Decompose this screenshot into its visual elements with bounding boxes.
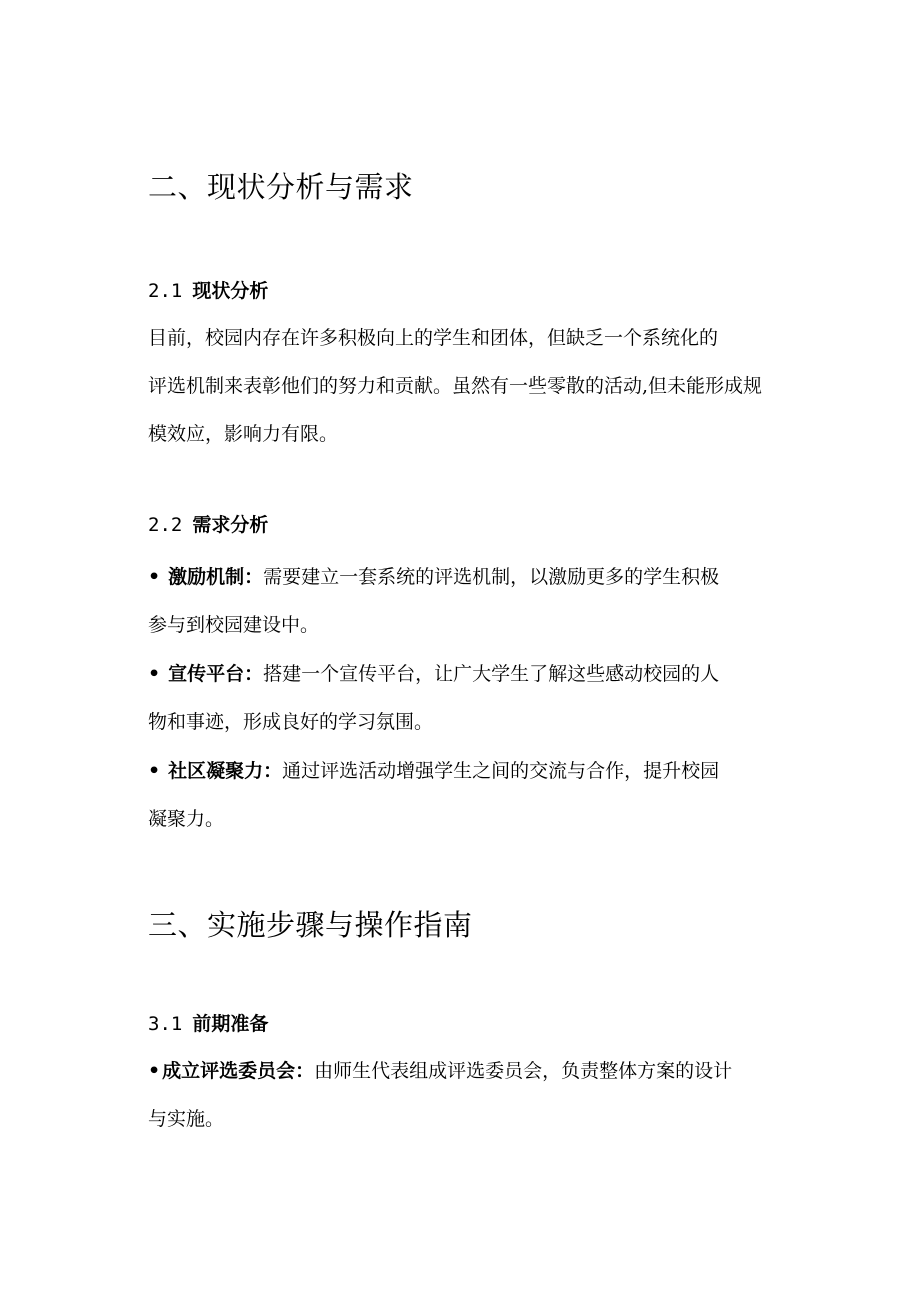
bullet-term: 宣传平台： xyxy=(168,663,264,685)
bullet-text: 通过评选活动增强学生之间的交流与合作，提升校园 xyxy=(282,760,720,782)
bullet-item-cohesion xyxy=(148,747,810,843)
bullet-text: 需要建立一套系统的评选机制，以激励更多的学生积极 xyxy=(263,566,720,588)
subsection-heading-2-2 xyxy=(148,510,268,540)
bullet-text: 由师生代表组成评选委员会，负责整体方案的设计 xyxy=(314,1060,733,1082)
bullet-item-committee xyxy=(148,1047,810,1143)
paragraph-current-status xyxy=(148,314,810,458)
bullet-icon: • xyxy=(148,663,161,685)
paragraph-line: 模效应，影响力有限。 xyxy=(148,423,339,445)
bullet-continuation-line: 参与到校园建设中。 xyxy=(148,614,320,636)
subsection-title: 前期准备 xyxy=(192,1013,269,1035)
paragraph-line: 目前，校园内存在许多积极向上的学生和团体，但缺乏一个系统化的 xyxy=(148,327,719,349)
bullet-first-line xyxy=(148,553,810,601)
section-heading-3: 三、实施步骤与操作指南 xyxy=(148,908,473,942)
paragraph-line: 评选机制来表彰他们的努力和贡献。虽然有一些零散的活动,但未能形成规 xyxy=(148,375,763,397)
bullet-icon: • xyxy=(148,760,161,782)
bullet-first-line xyxy=(148,747,810,795)
subsection-heading-3-1 xyxy=(148,1009,268,1039)
subsection-number: 2.2 xyxy=(148,514,183,536)
subsection-number: 2.1 xyxy=(148,280,183,302)
subsection-title: 现状分析 xyxy=(192,280,269,302)
bullet-term: 成立评选委员会： xyxy=(162,1060,315,1082)
subsection-number: 3.1 xyxy=(148,1013,183,1035)
bullet-continuation-line: 与实施。 xyxy=(148,1108,225,1130)
bullet-icon: • xyxy=(148,1060,161,1082)
subsection-title: 需求分析 xyxy=(192,514,269,536)
bullet-first-line xyxy=(148,650,810,698)
section-heading-2: 二、现状分析与需求 xyxy=(148,170,414,204)
bullet-continuation-line: 物和事迹，形成良好的学习氛围。 xyxy=(148,711,434,733)
bullet-icon: • xyxy=(148,566,161,588)
bullet-item-platform xyxy=(148,650,810,746)
bullet-item-incentive xyxy=(148,553,810,649)
bullet-continuation-line: 凝聚力。 xyxy=(148,808,225,830)
bullet-first-line xyxy=(148,1047,810,1095)
bullet-term: 社区凝聚力： xyxy=(168,760,283,782)
bullet-term: 激励机制： xyxy=(168,566,264,588)
subsection-heading-2-1 xyxy=(148,276,268,306)
bullet-text: 搭建一个宣传平台，让广大学生了解这些感动校园的人 xyxy=(263,663,720,685)
